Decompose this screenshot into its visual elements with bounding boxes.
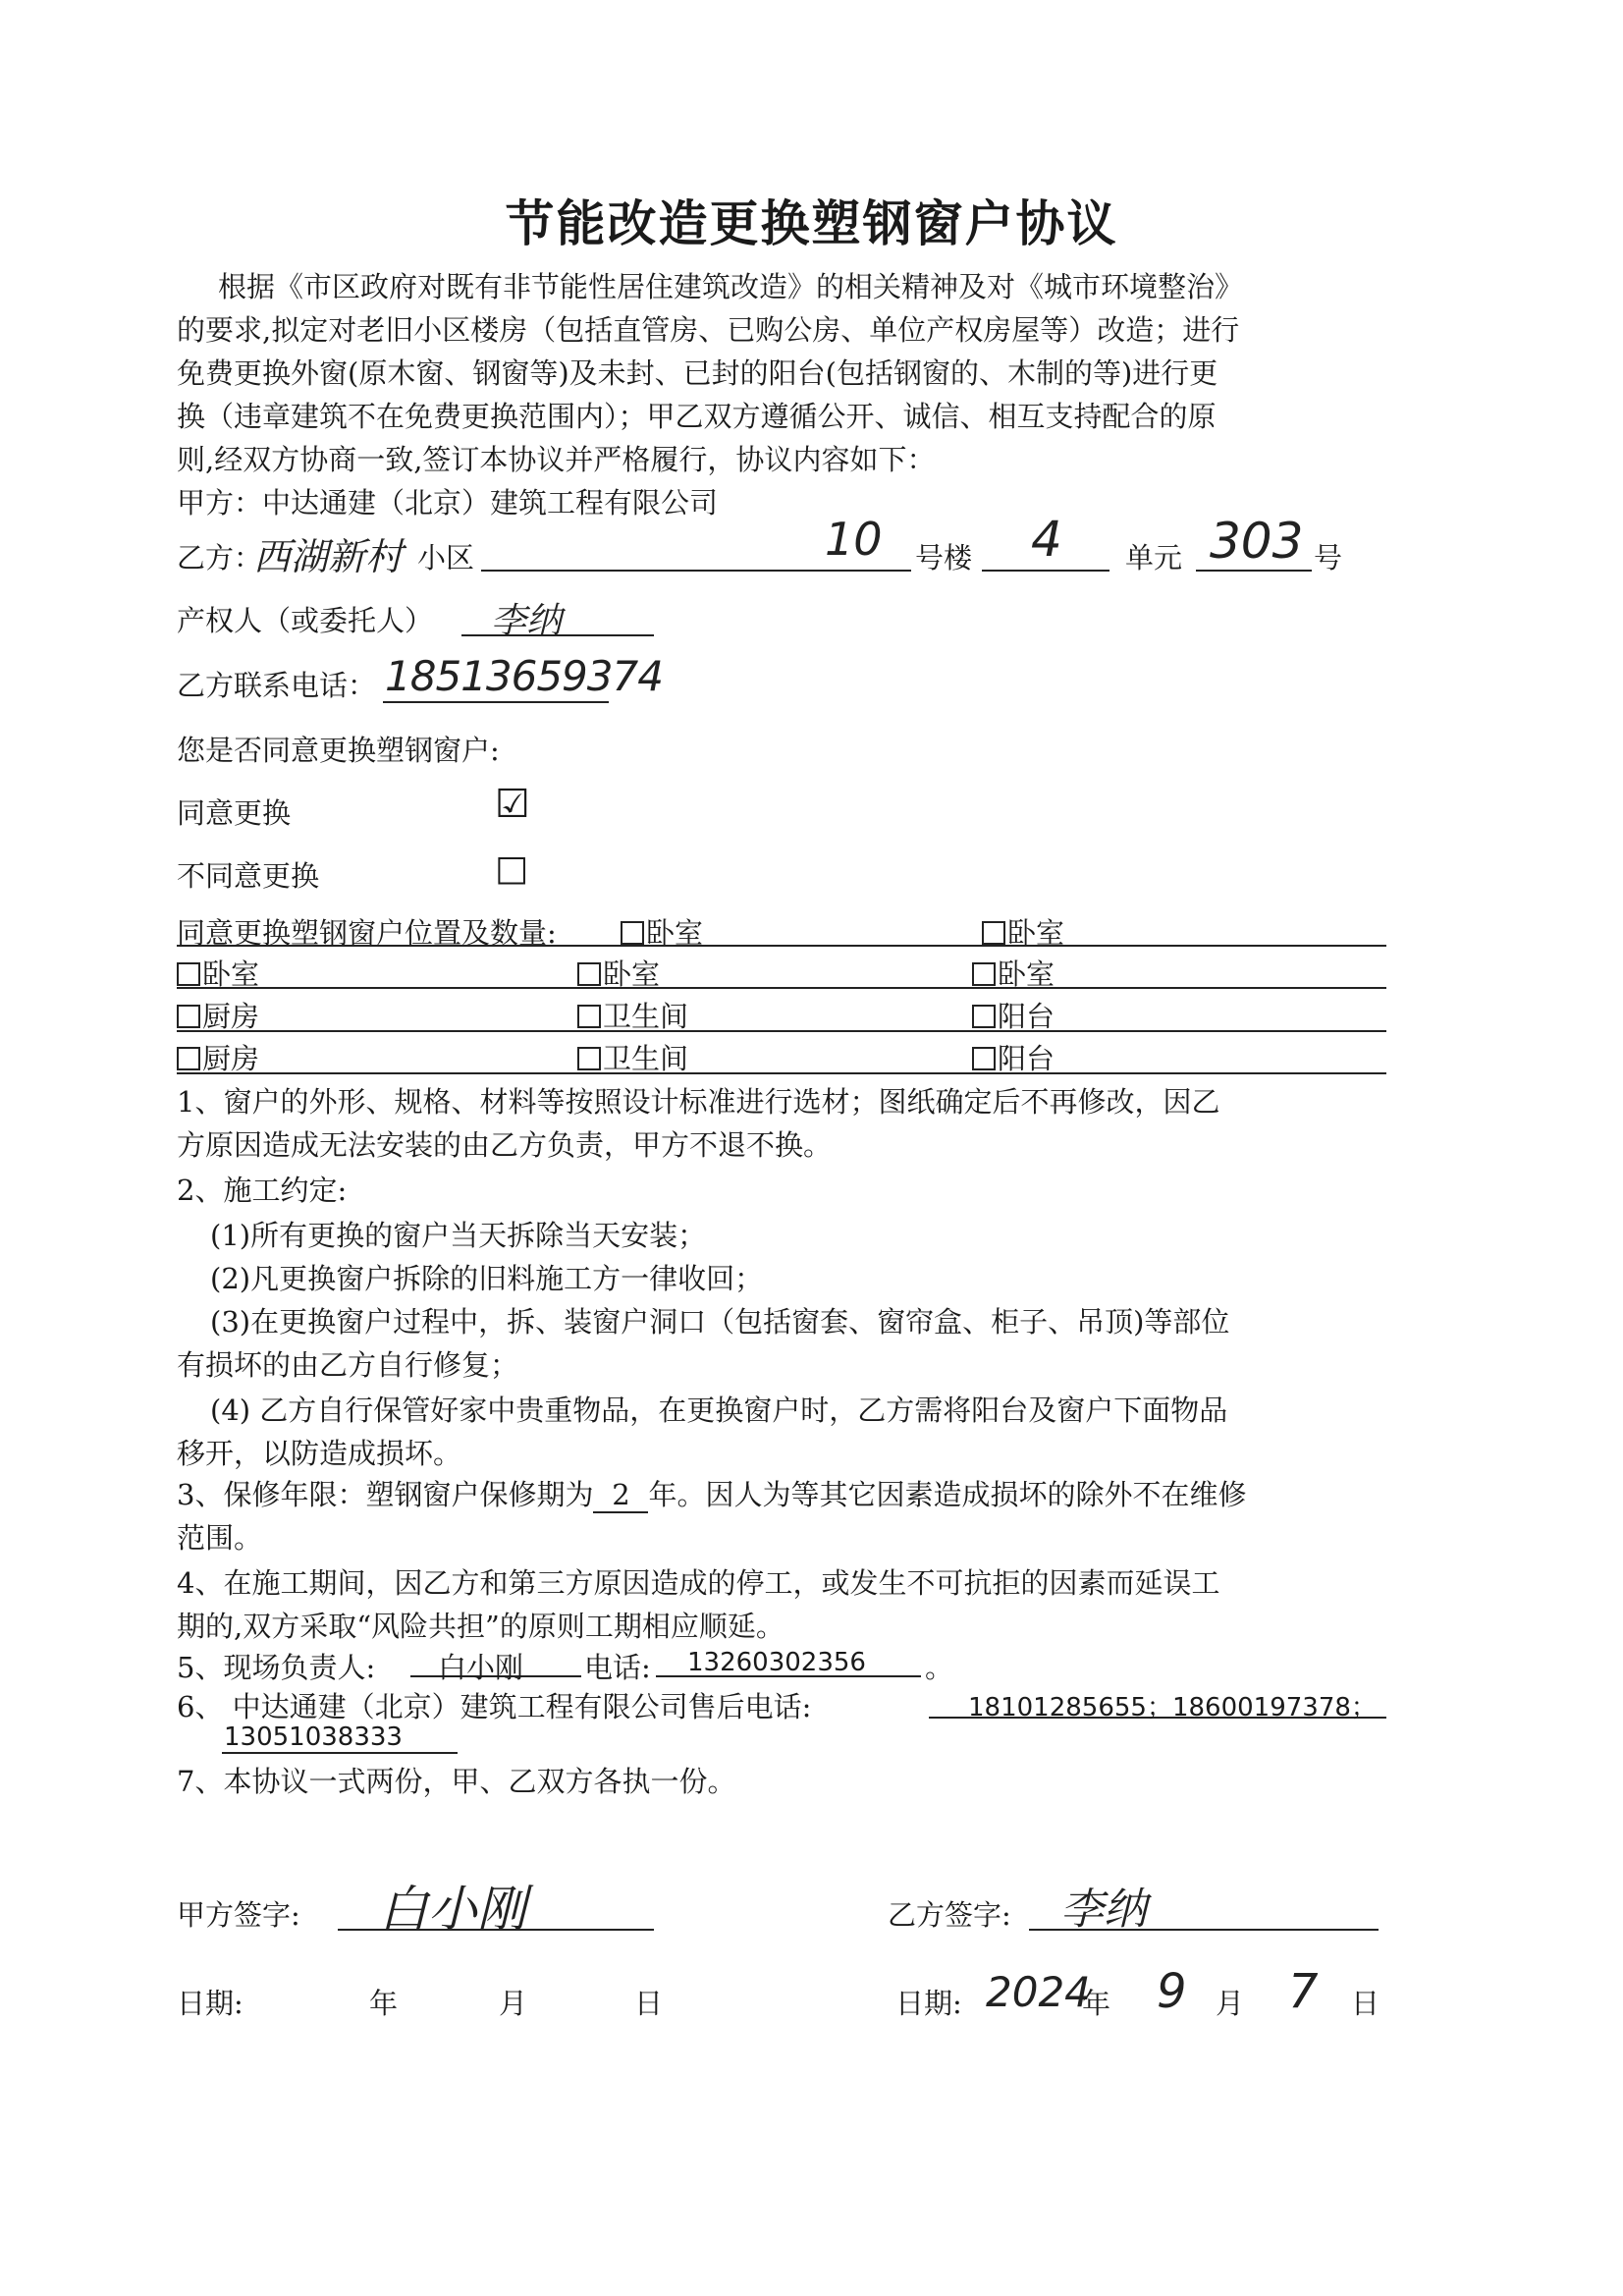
room-value: 303 (1210, 513, 1304, 570)
checkbox-icon (972, 1047, 996, 1070)
checkbox-icon (621, 921, 644, 945)
windows-row-line (177, 987, 1386, 989)
party-b-date-label: 日期: (895, 1987, 962, 2020)
window-option-label: 卧室 (998, 957, 1055, 991)
checkbox-icon (577, 962, 601, 986)
intro-line-2: 的要求,拟定对老旧小区楼房（包括直管房、已购公房、单位产权房屋等）改造；进行 (177, 313, 1240, 347)
party-a-month-label: 月 (499, 1987, 528, 2020)
disagree-checkbox[interactable]: □ (495, 848, 529, 889)
windows-row-line (177, 1030, 1386, 1032)
intro-line-1: 根据《市区政府对既有非节能性居住建筑改造》的相关精神及对《城市环境整治》 (218, 270, 1244, 303)
window-option-label: 阳台 (998, 1042, 1055, 1075)
community-value: 西湖新村 (253, 535, 404, 578)
window-option-label: 卧室 (1007, 916, 1065, 950)
checkbox-icon (972, 962, 996, 986)
party-b-month-value: 9 (1157, 1964, 1187, 2019)
window-option[interactable] (577, 995, 688, 1035)
window-option-label: 卫生间 (603, 1000, 689, 1033)
window-option[interactable] (972, 995, 1055, 1035)
checkbox-icon (177, 1047, 200, 1070)
clause-2-4-line-1: (4) 乙方自行保管好家中贵重物品，在更换窗户时，乙方需将阳台及窗户下面物品 (210, 1394, 1228, 1427)
window-option-label: 卧室 (646, 916, 704, 950)
clause-5-end: 。 (925, 1651, 954, 1684)
window-option[interactable] (177, 995, 259, 1035)
clause-2-4-line-2: 移开，以防造成损坏。 (177, 1437, 462, 1470)
party-a-signature: 白小刚 (379, 1881, 526, 1938)
party-b-signature: 李纳 (1060, 1885, 1147, 1935)
window-option-label: 卫生间 (603, 1042, 689, 1075)
after-sales-phone-3: 13051038333 (224, 1722, 403, 1752)
clause-7: 7、本协议一式两份，甲、乙双方各执一份。 (177, 1765, 736, 1798)
clause-2-2: (2)凡更换窗户拆除的旧料施工方一律收回； (210, 1262, 764, 1295)
phone-label: 乙方联系电话： (177, 669, 377, 702)
party-a-sign-label: 甲方签字: (177, 1898, 300, 1932)
windows-label: 同意更换塑钢窗户位置及数量: (177, 916, 557, 950)
community-suffix: 小区 (417, 541, 475, 574)
clause-1-line-1: 1、窗户的外形、规格、材料等按照设计标准进行选材；图纸确定后不再修改，因乙 (177, 1085, 1220, 1119)
checkbox-icon (577, 1047, 601, 1070)
consent-question: 您是否同意更换塑钢窗户: (177, 734, 500, 767)
party-b-day-value: 7 (1288, 1964, 1319, 2019)
windows-row-line (177, 1072, 1386, 1074)
checkbox-icon (982, 921, 1005, 945)
checkbox-icon (177, 962, 200, 986)
party-a-date-label: 日期: (177, 1987, 243, 2020)
clause-4-line-2: 期的,双方采取“风险共担”的原则工期相应顺延。 (177, 1610, 784, 1643)
clause-5-label: 5、现场负责人: (177, 1651, 376, 1684)
window-option-label: 卧室 (603, 957, 661, 991)
unit-line (982, 570, 1109, 572)
party-a-year-label: 年 (369, 1987, 399, 2020)
window-option[interactable] (972, 1037, 1055, 1077)
clause-3-line-2: 范围。 (177, 1521, 263, 1555)
agree-checkbox[interactable]: ☑ (495, 782, 530, 827)
clause-4-line-1: 4、在施工期间，因乙方和第三方原因造成的停工，或发生不可抗拒的因素而延误工 (177, 1566, 1220, 1600)
building-line (481, 570, 911, 572)
window-option-label: 阳台 (998, 1000, 1055, 1033)
room-suffix: 号 (1314, 541, 1343, 574)
window-option-label: 厨房 (202, 1042, 260, 1075)
clause-3-prefix: 3、保修年限：塑钢窗户保修期为 (177, 1478, 594, 1511)
clause-1-line-2: 方原因造成无法安装的由乙方负责，甲方不退不换。 (177, 1128, 833, 1162)
site-manager-name: 白小刚 (438, 1651, 524, 1684)
window-option[interactable] (577, 1037, 688, 1077)
party-b-month-label: 月 (1216, 1987, 1245, 2020)
agree-label: 同意更换 (177, 796, 292, 830)
document-title: 节能改造更换塑钢窗户协议 (505, 195, 1118, 252)
building-value: 10 (825, 513, 883, 566)
intro-line-4: 换（违章建筑不在免费更换范围内）；甲乙双方遵循公开、诚信、相互支持配合的原 (177, 400, 1217, 433)
party-b-sign-label: 乙方签字: (888, 1898, 1011, 1932)
windows-row-line (177, 945, 1386, 947)
window-option[interactable] (177, 1037, 259, 1077)
building-suffix: 号楼 (915, 541, 973, 574)
clause-3-suffix: 年。因人为等其它因素造成损坏的除外不在维修 (648, 1478, 1247, 1511)
intro-line-3: 免费更换外窗(原木窗、钢窗等)及未封、已封的阳台(包括钢窗的、木制的等)进行更 (177, 356, 1218, 390)
phone-line (383, 701, 609, 703)
window-option-label: 卧室 (202, 957, 260, 991)
party-a-day-label: 日 (634, 1987, 664, 2020)
clause-6-phone3-line (222, 1752, 458, 1754)
clause-2-1: (1)所有更换的窗户当天拆除当天安装； (210, 1219, 707, 1252)
unit-value: 4 (1031, 511, 1062, 568)
owner-value: 李纳 (491, 601, 563, 641)
clause-3-line-1 (177, 1473, 1246, 1516)
owner-label: 产权人（或委托人） (177, 604, 434, 637)
clause-2-3-line-1: (3)在更换窗户过程中，拆、装窗户洞口（包括窗套、窗帘盒、柜子、吊顶)等部位 (210, 1305, 1230, 1339)
unit-suffix: 单元 (1125, 541, 1183, 574)
phone-value: 18513659374 (385, 652, 663, 700)
disagree-label: 不同意更换 (177, 859, 320, 893)
intro-line-5: 则,经双方协商一致,签订本协议并严格履行，协议内容如下： (177, 443, 936, 476)
clause-5-phone-label: 电话: (584, 1651, 651, 1684)
checkbox-icon (972, 1005, 996, 1028)
checkbox-icon (177, 1005, 200, 1028)
clause-2-3-line-2: 有损坏的由乙方自行修复； (177, 1348, 519, 1382)
after-sales-phones: 18101285655；18600197378； (968, 1693, 1377, 1722)
party-b-year-label: 年 (1082, 1987, 1111, 2020)
site-manager-phone: 13260302356 (687, 1648, 866, 1677)
clause-2-heading: 2、施工约定: (177, 1174, 348, 1207)
warranty-years: 2 (593, 1478, 648, 1513)
window-option-label: 厨房 (202, 1000, 260, 1033)
clause-6-label: 6、 中达通建（北京）建筑工程有限公司售后电话: (177, 1690, 812, 1723)
party-a: 甲方：中达通建（北京）建筑工程有限公司 (177, 486, 719, 519)
room-line (1196, 570, 1312, 572)
party-b-day-label: 日 (1351, 1987, 1380, 2020)
party-b-label: 乙方： (177, 541, 263, 574)
party-b-year-value: 2024 (986, 1968, 1091, 2016)
checkbox-icon (577, 1005, 601, 1028)
